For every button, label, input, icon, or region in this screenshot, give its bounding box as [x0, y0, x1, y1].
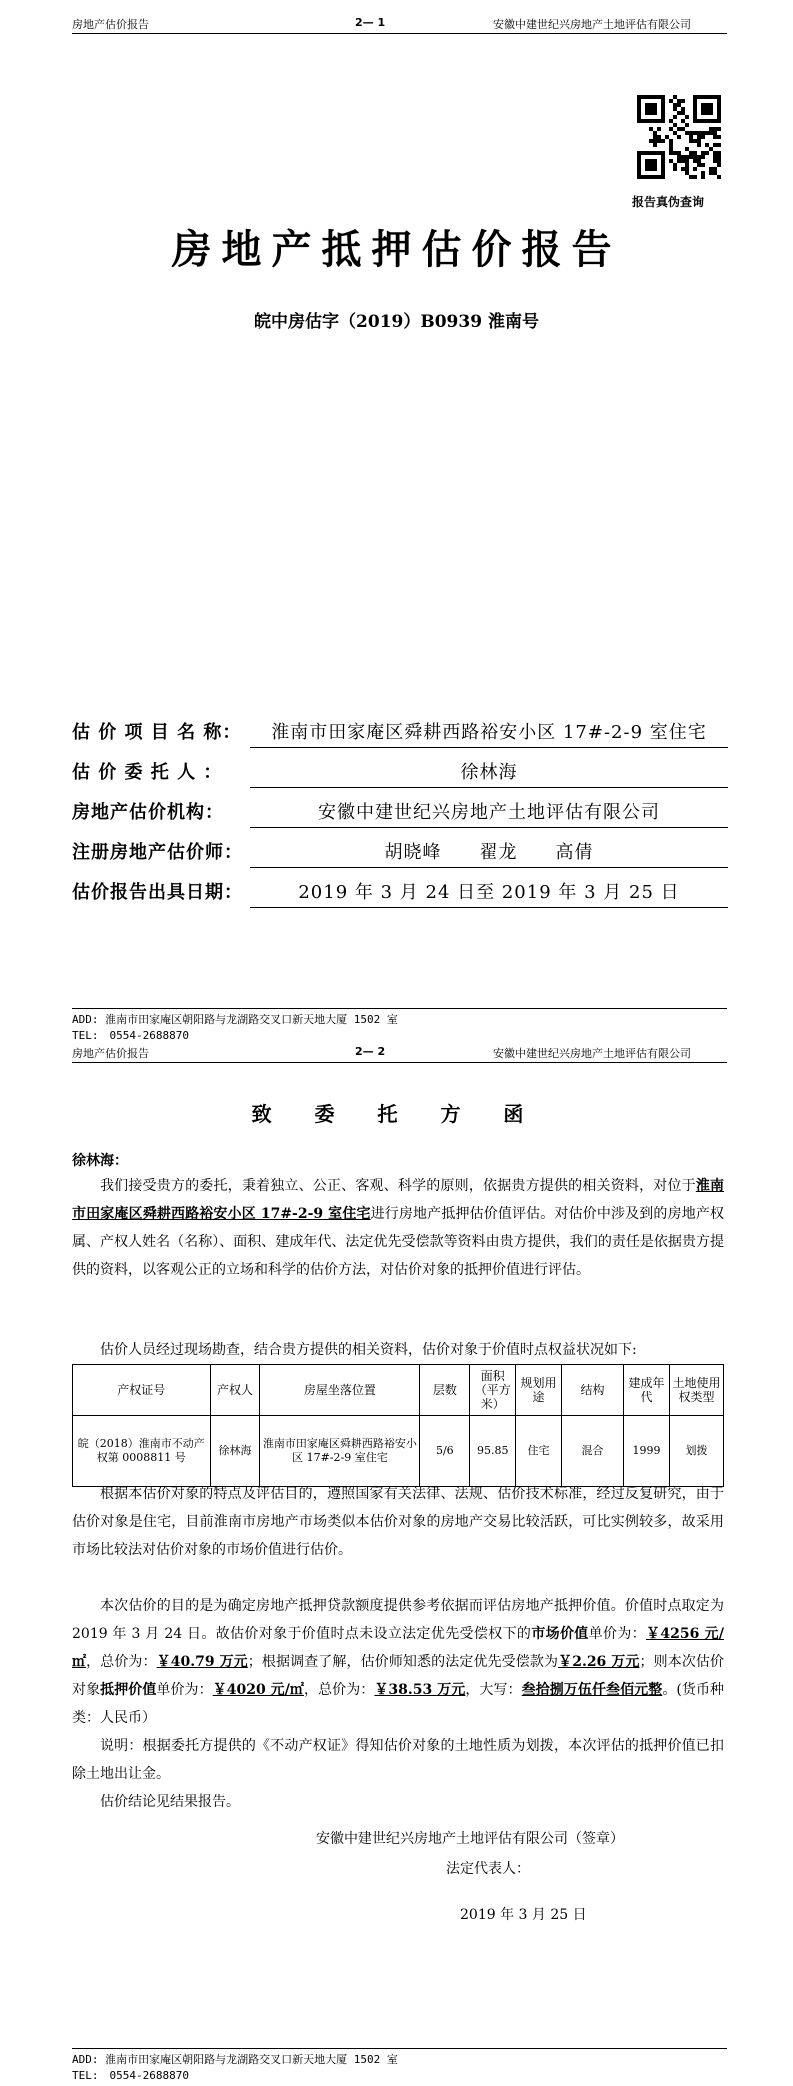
- mortgage-total-price: ￥38.53 万元: [374, 1682, 466, 1698]
- field-report-date: [72, 878, 732, 908]
- signature-legal-rep: 法定代表人：: [446, 1861, 530, 1877]
- table-header-row: [73, 1365, 724, 1416]
- qr-caption: 报告真伪查询: [632, 195, 705, 209]
- signature-date: 2019 年 3 月 25 日: [460, 1907, 587, 1923]
- property-address: 淮南市田家庵区舜耕西路裕安小区 17#-2-9 室住宅: [72, 1178, 724, 1222]
- text-run: ；根据调查了解，估价师知悉的法定优先受偿款为: [247, 1654, 559, 1670]
- page1-header-left: 房地产估价报告: [72, 18, 149, 31]
- field-value: 淮南市田家庵区舜耕西路裕安小区 17#-2-9 室住宅: [250, 718, 728, 748]
- page2-header-left: 房地产估价报告: [72, 1047, 149, 1060]
- market-unit-price: ￥4256 元/㎡: [72, 1626, 724, 1670]
- table-header-cell: 结构: [561, 1365, 623, 1416]
- table-cell: 皖（2018）淮南市不动产权第 0008811 号: [73, 1416, 211, 1487]
- page1-header-right: 安徽中建世纪兴房地产土地评估有限公司: [493, 18, 691, 31]
- table-header-cell: 房屋坐落位置: [260, 1365, 420, 1416]
- page2-header-right: 安徽中建世纪兴房地产土地评估有限公司: [493, 1047, 691, 1060]
- table-cell: 5/6: [420, 1416, 470, 1487]
- report-number: 皖中房估字（2019）B0939 淮南号: [254, 312, 539, 332]
- table-cell: 淮南市田家庵区舜耕西路裕安小区 17#-2-9 室住宅: [260, 1416, 420, 1487]
- page1-header-rule: [72, 33, 727, 34]
- paragraph-note: 说明：根据委托方提供的《不动产权证》得知估价对象的土地性质为划拨，本次评估的抵押价值已扣除土地出让金。: [72, 1738, 724, 1782]
- table-header-cell: 土地使用权类型: [669, 1365, 723, 1416]
- page1-footer-rule: [72, 1008, 727, 1009]
- market-total-price: ￥40.79 万元: [156, 1654, 248, 1670]
- field-appraisal-agency: [72, 798, 732, 828]
- field-label: 估 价 项 目 名 称：: [72, 722, 242, 743]
- field-label: 注册房地产估价师：: [72, 842, 243, 863]
- table-header-cell: 面积（平方米）: [470, 1365, 516, 1416]
- field-value: 徐林海: [250, 758, 728, 788]
- field-label: 估 价 委 托 人 ：: [72, 762, 223, 783]
- table-header-cell: 层数: [420, 1365, 470, 1416]
- page2-header-rule: [72, 1062, 727, 1063]
- table-cell: 划拨: [669, 1416, 723, 1487]
- text-run: ，总价为：: [304, 1682, 375, 1698]
- qr-code[interactable]: [637, 95, 721, 179]
- report-title: 房地产抵押估价报告: [171, 226, 622, 273]
- field-project-name: [72, 718, 732, 748]
- field-label: 估价报告出具日期：: [72, 882, 243, 903]
- page1-footer-tel: TEL: 0554-2688870: [72, 1029, 189, 1042]
- paragraph-engagement: [72, 1172, 724, 1284]
- table-header-cell: 建成年代: [624, 1365, 670, 1416]
- table-header-cell: 产权人: [210, 1365, 260, 1416]
- text-run: ，大写：: [465, 1682, 522, 1698]
- paragraph-method: 根据本估价对象的特点及评估目的，遵照国家有关法律、法规、估价技术标准，经过反复研究，由于估价对象是住宅，目前淮南市房地产市场类似本估价对象的房地产交易比较活跃，可比实例较多，故采用市场比较法对估价对象的市场价值进行估价。: [72, 1486, 724, 1558]
- letter-salutation: 徐林海：: [72, 1153, 128, 1169]
- text-run: ；则本次估价对象: [72, 1654, 725, 1698]
- priority-claim-amount: ￥2.26 万元: [558, 1654, 640, 1670]
- page2-footer-tel: TEL: 0554-2688870: [72, 2069, 189, 2082]
- text-run: 单价为：: [156, 1682, 213, 1698]
- field-client: [72, 758, 732, 788]
- field-appraisers: [72, 838, 732, 868]
- text-run: ，总价为：: [86, 1654, 157, 1670]
- field-label: 房地产估价机构：: [72, 802, 224, 823]
- table-header-cell: 产权证号: [73, 1365, 211, 1416]
- table-header-cell: 规划用途: [516, 1365, 562, 1416]
- text-run: 进行房地产抵押估价值评估。对估价中涉及到的房地产权属、产权人姓名（名称）、面积、建成年代、法定优先受偿款等资料由贵方提供，我们的责任是依据贵方提供的资料，以客观公正的立场和科学的估价方法，对估价对象的抵押价值进行评估。: [72, 1206, 724, 1278]
- page1-header-page-number: 2— 1: [355, 16, 386, 29]
- text-run: 。(货币种类：人民币）: [72, 1682, 725, 1726]
- page2-header-page-number: 2— 2: [355, 1045, 386, 1058]
- signature-company: 安徽中建世纪兴房地产土地评估有限公司（签章）: [316, 1831, 624, 1847]
- page1-footer-address: ADD: 淮南市田家庵区朝阳路与龙湖路交叉口新天地大厦 1502 室: [72, 1013, 398, 1026]
- mortgage-unit-price: ￥4020 元/㎡: [212, 1682, 304, 1698]
- mortgage-value-label: 抵押价值: [100, 1682, 157, 1698]
- field-value: 安徽中建世纪兴房地产土地评估有限公司: [250, 798, 728, 828]
- table-row: [73, 1416, 724, 1487]
- paragraph-survey: 估价人员经过现场勘查，结合贵方提供的相关资料，估价对象于价值时点权益状况如下:: [100, 1342, 637, 1358]
- text-run: 我们接受贵方的委托，秉着独立、公正、客观、科学的原则，依据贵方提供的相关资料，对位于: [100, 1178, 696, 1194]
- field-value: 胡晓峰 翟龙 高倩: [250, 838, 728, 868]
- table-cell: 混合: [561, 1416, 623, 1487]
- table-cell: 徐林海: [210, 1416, 260, 1487]
- paragraph-conclusion: 估价结论见结果报告。: [100, 1794, 240, 1810]
- table-cell: 95.85: [470, 1416, 516, 1487]
- paragraph-valuation: [72, 1592, 724, 1732]
- market-value-label: 市场价值: [531, 1626, 589, 1642]
- letter-title: 致 委 托 方 函: [251, 1102, 542, 1126]
- table-cell: 住宅: [516, 1416, 562, 1487]
- property-rights-table: [72, 1364, 724, 1487]
- page2-footer-rule: [72, 2048, 727, 2049]
- field-value: 2019 年 3 月 24 日至 2019 年 3 月 25 日: [250, 878, 728, 908]
- mortgage-total-capital: 叁拾捌万伍仟叁佰元整: [521, 1682, 663, 1698]
- table-cell: 1999: [624, 1416, 670, 1487]
- text-run: 单价为：: [588, 1626, 647, 1642]
- page2-footer-address: ADD: 淮南市田家庵区朝阳路与龙湖路交叉口新天地大厦 1502 室: [72, 2053, 398, 2066]
- text-run: 本次估价的目的是为确定房地产抵押贷款额度提供参考依据而评估房地产抵押价值。价值时点取定为 2019 年 3 月 24 日。故估价对象于价值时点未设立法定优先受偿权下的: [72, 1598, 724, 1642]
